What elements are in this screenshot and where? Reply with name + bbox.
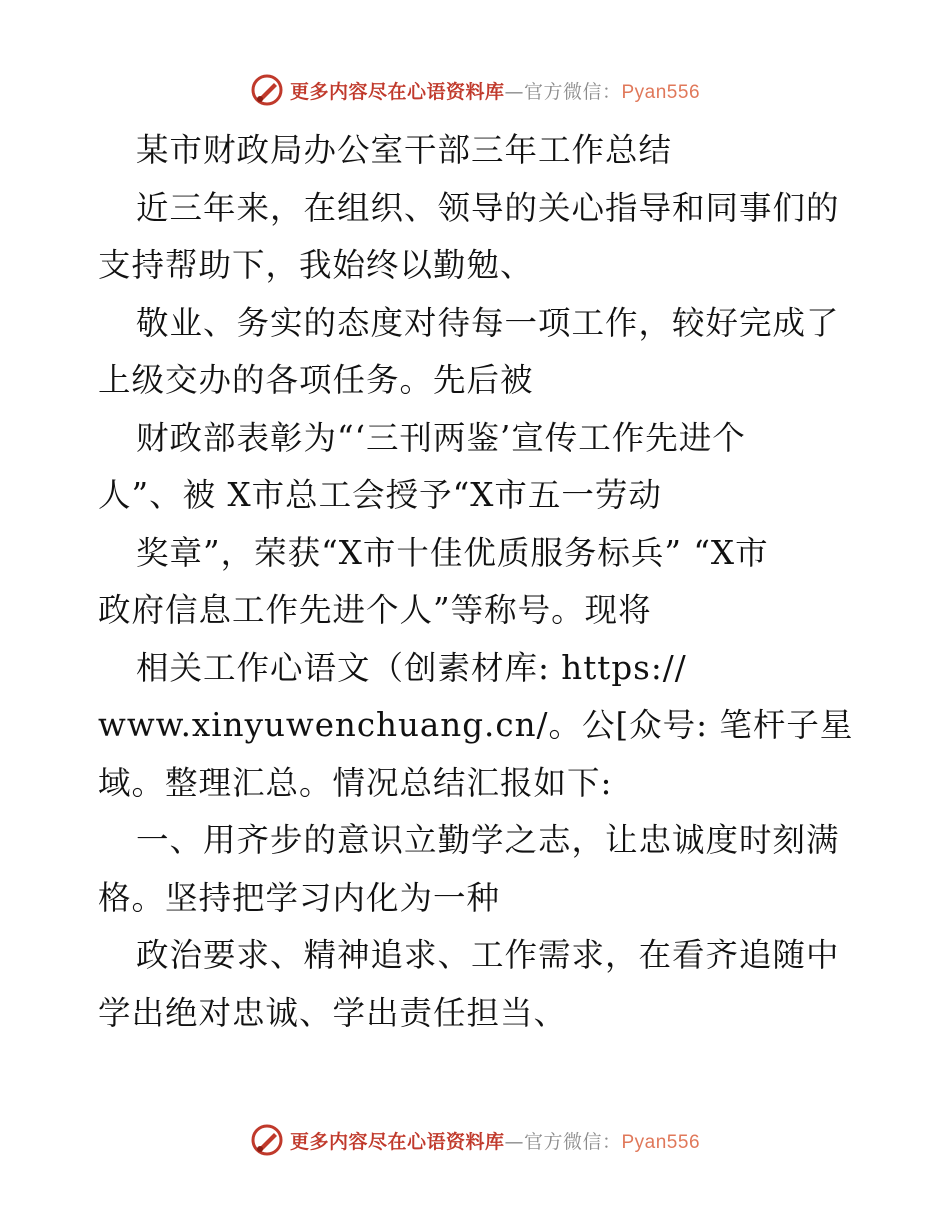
text-line: 格。坚持把学习内化为一种	[98, 878, 501, 917]
text-line: 近三年来，在组织、领导的关心指导和同事们的	[136, 188, 840, 227]
footer-banner	[0, 1120, 950, 1160]
text-line: 敬业、务实的态度对待每一项工作，较好完成了	[136, 303, 840, 342]
text-line: www.xinyuwenchuang.cn/。公[众号: 笔杆子星	[98, 706, 854, 744]
document-title: 某市财政局办公室干部三年工作总结	[136, 131, 673, 169]
footer-banner-text: 更多内容尽在心语资料库—官方微信：Pyan556	[289, 1130, 701, 1153]
brush-logo-icon	[250, 1123, 284, 1157]
text-line: 财政部表彰为“‘三刊两鉴’宣传工作先进个	[136, 418, 746, 457]
text-line: 相关工作心语文（创素材库: https://	[136, 648, 687, 687]
text-line: 政治要求、精神追求、工作需求，在看齐追随中	[136, 936, 840, 974]
text-line: 支持帮助下，我始终以勤勉、	[98, 246, 534, 284]
text-line: 一、用齐步的意识立勤学之志，让忠诚度时刻满	[136, 821, 840, 859]
brush-logo-icon	[250, 73, 284, 107]
text-line: 学出绝对忠诚、学出责任担当、	[98, 993, 568, 1032]
text-line: 奖章”，荣获“X市十佳优质服务标兵” “X市	[136, 533, 769, 572]
text-line: 人”、被 X市总工会授予“X市五一劳动	[98, 476, 662, 514]
text-line: 政府信息工作先进个人”等称号。现将	[98, 591, 652, 629]
text-line: 上级交办的各项任务。先后被	[98, 361, 534, 399]
text-line: 域。整理汇总。情况总结汇报如下:	[98, 763, 613, 802]
header-banner-text: 更多内容尽在心语资料库—官方微信：Pyan556	[289, 80, 701, 103]
document-body	[98, 122, 858, 1042]
header-banner	[0, 70, 950, 110]
